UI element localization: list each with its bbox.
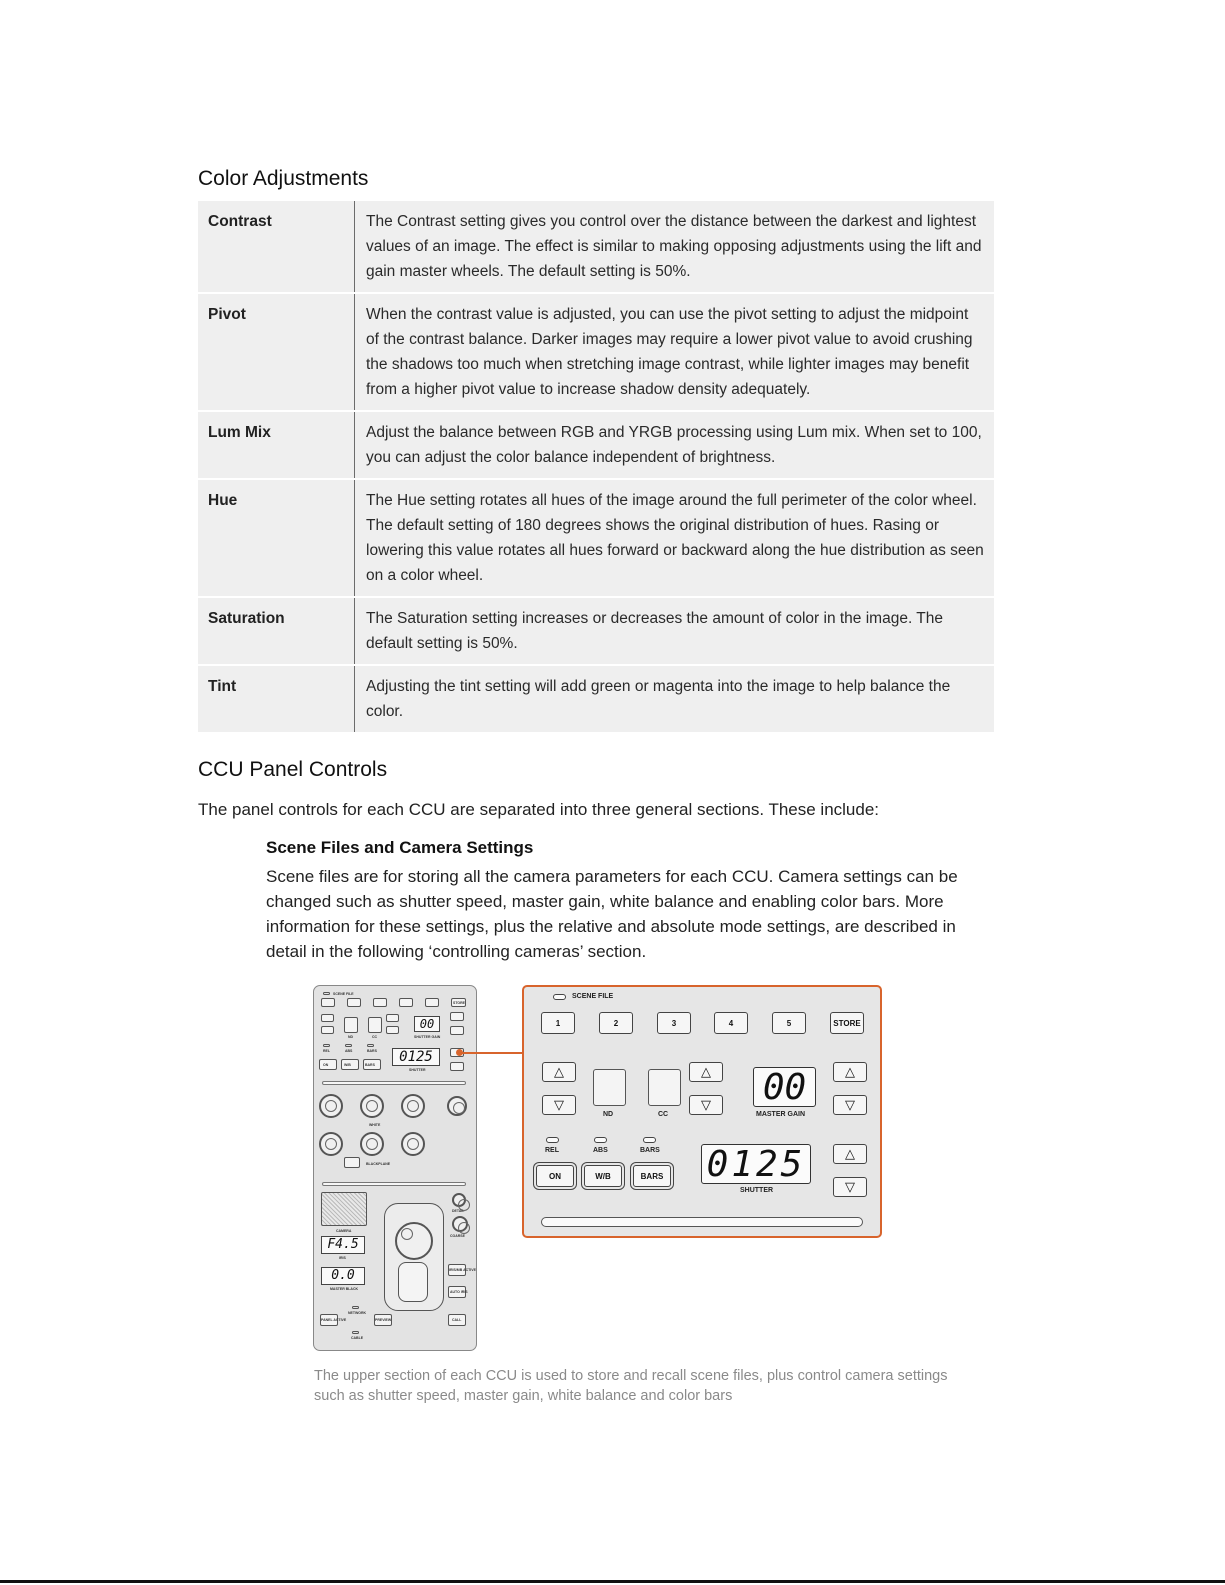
- store-button: STORE: [830, 1012, 864, 1034]
- master-gain-down-button: ▽: [833, 1095, 867, 1115]
- black-red-knob: [319, 1132, 343, 1156]
- master-black-display: 0.0: [321, 1267, 365, 1285]
- scene-file-led: [323, 992, 330, 995]
- term-contrast: Contrast: [198, 201, 355, 292]
- nd-label: ND: [603, 1111, 614, 1118]
- shutter-gain-label: SHUTTER GAIN: [414, 1035, 441, 1039]
- term-hue: Hue: [198, 480, 355, 596]
- term-saturation: Saturation: [198, 598, 355, 664]
- color-adjustments-table: [198, 201, 994, 732]
- auto-iris-label: AUTO IRIS: [450, 1290, 468, 1294]
- iris-label: IRIS: [339, 1256, 346, 1260]
- wb-button: W/B: [584, 1165, 622, 1187]
- rel-led: [323, 1044, 330, 1047]
- nd-down-button: [321, 1026, 334, 1034]
- shutter-label: SHUTTER: [740, 1187, 774, 1194]
- description-tint: Adjusting the tint setting will add green or magenta into the image to help balance the color.: [366, 678, 951, 720]
- shutter-down-button: [450, 1062, 464, 1071]
- description-hue: The Hue setting rotates all hues of the image around the full perimeter of the color wheel. The default setting of 180 degrees shows the original distribution of hues. Rasing or lowering this value rotates all hues forward or backward along the hue distribution as seen on a color wheel.: [366, 492, 984, 584]
- cc-up-button: △: [689, 1062, 723, 1082]
- page-bottom-rule: [0, 1580, 1225, 1583]
- scene-3-button: [373, 998, 387, 1007]
- shutter-display: 0125: [701, 1144, 811, 1184]
- table-row: [198, 292, 994, 410]
- scene-files-subheading: Scene Files and Camera Settings: [266, 838, 534, 857]
- abs-led: [594, 1137, 607, 1143]
- term-pivot: Pivot: [198, 294, 355, 410]
- bars-button-label: BARS: [365, 1063, 375, 1067]
- joystick-knob: [395, 1222, 433, 1260]
- blackplane-button: [344, 1157, 360, 1168]
- coarse-label: COARSE: [450, 1234, 465, 1238]
- scene-file-led: [553, 994, 566, 1000]
- cable-label: CABLE: [351, 1336, 364, 1340]
- black-blue-knob: [401, 1132, 425, 1156]
- table-row: [198, 410, 994, 478]
- panel-active-label: PANEL ACTIVE: [321, 1318, 347, 1322]
- nd-display: [593, 1069, 626, 1106]
- store-label: STORE: [453, 1001, 465, 1005]
- description-contrast: The Contrast setting gives you control over the distance between the darkest and lightest values of an image. The effect is similar to making opposing adjustments using the lift and gain master wheels. The default setting is 50%.: [366, 213, 982, 280]
- nd-up-button: [321, 1014, 334, 1022]
- camera-label: CAMERA: [336, 1229, 352, 1233]
- cable-led: [352, 1331, 359, 1334]
- scene-2-button: 2: [599, 1012, 633, 1034]
- scene-3-button: 3: [657, 1012, 691, 1034]
- white-blue-knob: [401, 1094, 425, 1118]
- cc-display: [648, 1069, 681, 1106]
- master-gain-label: MASTER GAIN: [756, 1111, 805, 1118]
- table-row: [198, 478, 994, 596]
- ccu-panel-illustration: [313, 985, 477, 1351]
- table-row: [198, 201, 994, 292]
- iris-active-label: IRIS/MB ACTIVE: [449, 1268, 476, 1272]
- scene-file-label: SCENE FILE: [572, 993, 614, 1000]
- master-gain-up-button: △: [833, 1062, 867, 1082]
- scene-files-paragraph: Scene files are for storing all the camera parameters for each CCU. Camera settings can be changed such as shutter speed, master gain, white balance and enabling color bars. More information for these settings, plus the relative and absolute mode settings, are described in detail in the following ‘controlling cameras’ section.: [266, 867, 958, 961]
- separator-slot: [322, 1081, 466, 1085]
- scene-2-button: [347, 998, 361, 1007]
- iris-display: F4.5: [321, 1236, 365, 1254]
- joystick-base: [398, 1262, 428, 1302]
- scene-1-button: [321, 998, 335, 1007]
- nd-display: [344, 1017, 358, 1033]
- white-green-knob: [360, 1094, 384, 1118]
- callout-line: [458, 1052, 523, 1054]
- wb-button-label: W/B: [344, 1063, 351, 1067]
- nd-down-button: ▽: [542, 1095, 576, 1115]
- on-button: ON: [536, 1165, 574, 1187]
- bars-led: [367, 1044, 374, 1047]
- shutter-down-button: ▽: [833, 1177, 867, 1197]
- table-row: [198, 596, 994, 664]
- white-label: WHITE: [369, 1123, 381, 1127]
- detail-label: DETAIL: [452, 1209, 465, 1213]
- scene-4-button: 4: [714, 1012, 748, 1034]
- scene-5-button: 5: [772, 1012, 806, 1034]
- table-row: [198, 664, 994, 732]
- separator-slot: [541, 1217, 863, 1227]
- master-black-label: MASTER BLACK: [330, 1287, 358, 1291]
- bars-label: BARS: [640, 1147, 660, 1154]
- shutter-display: 0125: [392, 1048, 440, 1066]
- preview-label: PREVIEW: [375, 1318, 392, 1322]
- term-lum-mix: Lum Mix: [198, 412, 355, 478]
- bars-button: BARS: [633, 1165, 671, 1187]
- section-title-color-adjustments: Color Adjustments: [198, 167, 369, 190]
- gain-down-button: [450, 1026, 464, 1035]
- scene-5-button: [425, 998, 439, 1007]
- shutter-label: SHUTTER: [409, 1068, 426, 1072]
- white-red-knob: [319, 1094, 343, 1118]
- coarse-knob: [452, 1216, 468, 1232]
- network-label: NETWORK: [348, 1311, 367, 1315]
- shutter-up-button: △: [833, 1144, 867, 1164]
- cc-up-button: [386, 1014, 399, 1022]
- gain-master-knob: [447, 1096, 467, 1116]
- network-led: [352, 1306, 359, 1309]
- description-lum-mix: Adjust the balance between RGB and YRGB processing using Lum mix. When set to 100, you can adjust the color balance independent of brightness.: [366, 424, 982, 466]
- bars-led: [643, 1137, 656, 1143]
- call-label: CALL: [452, 1318, 462, 1322]
- figure-caption: The upper section of each CCU is used to store and recall scene files, plus control camera settings such as shutter speed, master gain, white balance and color bars: [314, 1368, 948, 1404]
- term-tint: Tint: [198, 666, 355, 732]
- cc-down-button: [386, 1026, 399, 1034]
- separator-slot: [322, 1182, 466, 1186]
- master-gain-display: 00: [753, 1067, 816, 1107]
- abs-label: ABS: [345, 1049, 353, 1053]
- gain-up-button: [450, 1012, 464, 1021]
- scene-1-button: 1: [541, 1012, 575, 1034]
- black-green-knob: [360, 1132, 384, 1156]
- bars-label: BARS: [367, 1049, 377, 1053]
- cc-display: [368, 1017, 382, 1033]
- nd-label: ND: [348, 1035, 354, 1039]
- camera-number-display: [321, 1192, 367, 1226]
- rel-label: REL: [323, 1049, 330, 1053]
- nd-up-button: △: [542, 1062, 576, 1082]
- abs-label: ABS: [593, 1147, 608, 1154]
- description-saturation: The Saturation setting increases or decreases the amount of color in the image. The default setting is 50%.: [366, 610, 943, 652]
- cc-label: CC: [372, 1035, 378, 1039]
- cc-down-button: ▽: [689, 1095, 723, 1115]
- scene-4-button: [399, 998, 413, 1007]
- cc-label: CC: [658, 1111, 669, 1118]
- scene-file-panel-zoom: [522, 985, 882, 1238]
- detail-knob: [452, 1193, 466, 1207]
- abs-led: [345, 1044, 352, 1047]
- gain-display: 00: [414, 1016, 440, 1032]
- scene-file-label: SCENE FILE: [333, 992, 354, 996]
- rel-label: REL: [545, 1147, 559, 1154]
- ccu-intro-paragraph: The panel controls for each CCU are separated into three general sections. These include:: [198, 800, 880, 819]
- section-title-ccu-panel-controls: CCU Panel Controls: [198, 758, 388, 781]
- blackplane-label: BLACKPLANE: [366, 1162, 391, 1166]
- description-pivot: When the contrast value is adjusted, you can use the pivot setting to adjust the midpoint of the contrast balance. Darker images may require a lower pivot value to avoid crushing the shadows too much when stretching image contrast, while lighter images may benefit from a higher pivot value to increase shadow density adequately.: [366, 306, 973, 398]
- on-button-label: ON: [323, 1063, 329, 1067]
- rel-led: [546, 1137, 559, 1143]
